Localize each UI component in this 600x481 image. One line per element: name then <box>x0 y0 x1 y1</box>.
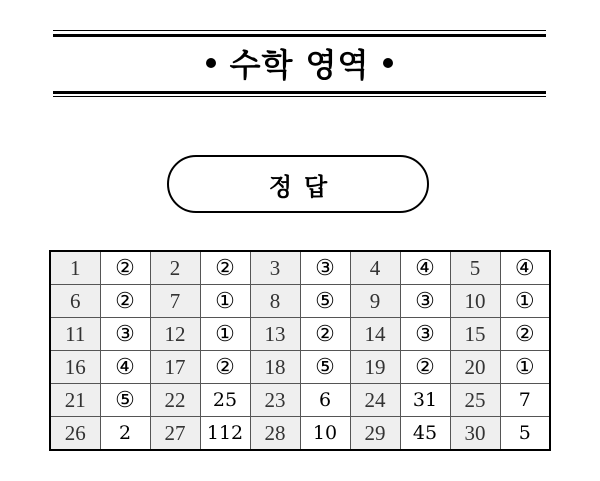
answer-value: 45 <box>400 417 450 451</box>
question-number: 5 <box>450 251 500 285</box>
table-row <box>50 417 550 451</box>
question-number: 2 <box>150 251 200 285</box>
answer-value: ① <box>500 285 550 318</box>
table-row <box>50 351 550 384</box>
table-row <box>50 251 550 285</box>
answer-value: 6 <box>300 384 350 417</box>
bullet-dot-icon <box>206 58 216 68</box>
question-number: 6 <box>50 285 100 318</box>
bullet-dot-icon <box>383 58 393 68</box>
bottom-rule-thick <box>53 91 546 94</box>
question-number: 3 <box>250 251 300 285</box>
table-row <box>50 318 550 351</box>
answer-label-pill <box>167 155 429 213</box>
table-row <box>50 384 550 417</box>
answer-value: ① <box>500 351 550 384</box>
answer-value: 7 <box>500 384 550 417</box>
question-number: 12 <box>150 318 200 351</box>
question-number: 25 <box>450 384 500 417</box>
top-rule-thin <box>53 30 546 31</box>
answer-value: ② <box>500 318 550 351</box>
answer-value: 5 <box>500 417 550 451</box>
question-number: 10 <box>450 285 500 318</box>
question-number: 8 <box>250 285 300 318</box>
answer-value: ② <box>100 285 150 318</box>
answer-value: ② <box>100 251 150 285</box>
question-number: 7 <box>150 285 200 318</box>
question-number: 15 <box>450 318 500 351</box>
answer-value: ④ <box>500 251 550 285</box>
question-number: 24 <box>350 384 400 417</box>
answer-table <box>49 250 551 451</box>
answer-value: ⑤ <box>100 384 150 417</box>
answer-value: ③ <box>100 318 150 351</box>
question-number: 13 <box>250 318 300 351</box>
answer-value: 10 <box>300 417 350 451</box>
question-number: 20 <box>450 351 500 384</box>
answer-value: ② <box>300 318 350 351</box>
question-number: 9 <box>350 285 400 318</box>
bottom-rule-thin <box>53 96 546 97</box>
answer-value: 2 <box>100 417 150 451</box>
section-title-text: 수학 영역 <box>229 46 370 84</box>
answer-value: ④ <box>100 351 150 384</box>
question-number: 16 <box>50 351 100 384</box>
section-title <box>53 41 546 85</box>
answer-value: ③ <box>300 251 350 285</box>
question-number: 21 <box>50 384 100 417</box>
question-number: 23 <box>250 384 300 417</box>
question-number: 18 <box>250 351 300 384</box>
question-number: 30 <box>450 417 500 451</box>
answer-value: ② <box>200 351 250 384</box>
answer-value: ① <box>200 285 250 318</box>
question-number: 4 <box>350 251 400 285</box>
answer-value: ④ <box>400 251 450 285</box>
answer-value: 112 <box>200 417 250 451</box>
question-number: 1 <box>50 251 100 285</box>
answer-value: ③ <box>400 285 450 318</box>
question-number: 27 <box>150 417 200 451</box>
table-row <box>50 285 550 318</box>
question-number: 28 <box>250 417 300 451</box>
question-number: 11 <box>50 318 100 351</box>
answer-value: ② <box>400 351 450 384</box>
answer-value: 31 <box>400 384 450 417</box>
question-number: 26 <box>50 417 100 451</box>
question-number: 14 <box>350 318 400 351</box>
question-number: 19 <box>350 351 400 384</box>
answer-value: ③ <box>400 318 450 351</box>
question-number: 17 <box>150 351 200 384</box>
question-number: 29 <box>350 417 400 451</box>
question-number: 22 <box>150 384 200 417</box>
answer-label-text: 정답 <box>268 172 340 201</box>
answer-value: 25 <box>200 384 250 417</box>
answer-value: ⑤ <box>300 285 350 318</box>
answer-value: ① <box>200 318 250 351</box>
top-rule-thick <box>53 34 546 37</box>
answer-value: ⑤ <box>300 351 350 384</box>
answer-value: ② <box>200 251 250 285</box>
